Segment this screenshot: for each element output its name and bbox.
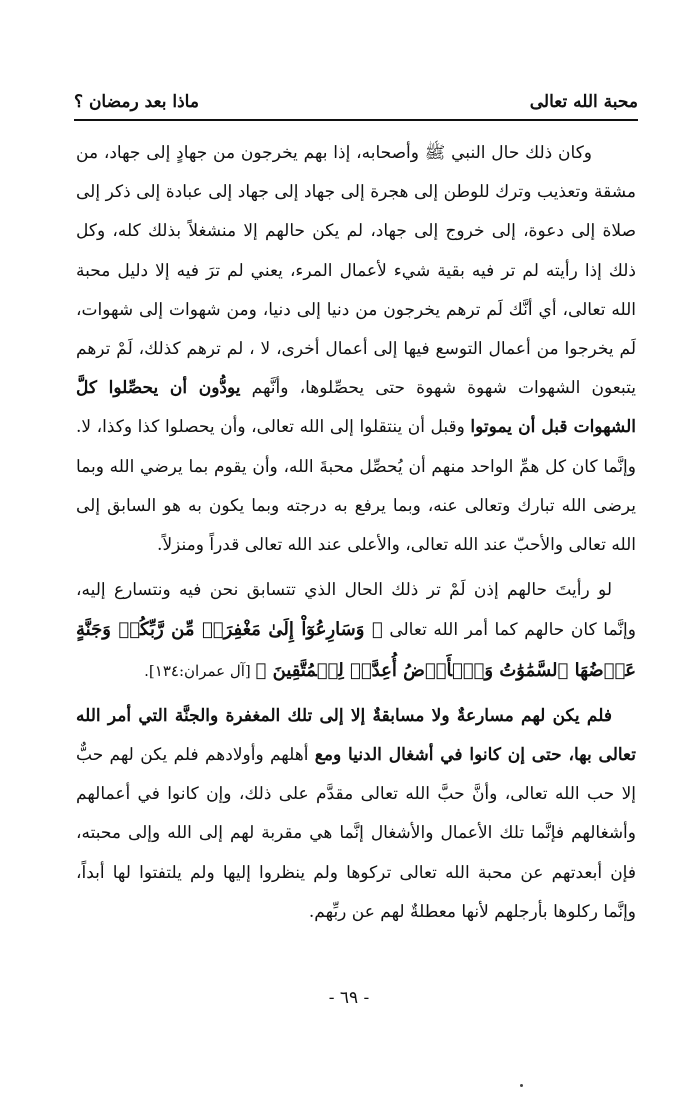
- header-divider: [74, 119, 638, 121]
- paragraph: [76, 697, 636, 932]
- page-body: [76, 134, 636, 932]
- emphasized-text: يودُّون أن يحصِّلوا كلَّ الشهوات قبل أن يموتوا: [76, 378, 636, 438]
- running-header: [74, 82, 638, 112]
- body-text-run: وقبل أن ينتقلوا إلى الله تعالى، وأن يحصلوا كذا وكذا، لا. وإنَّما كان كل همِّ الواحد منهم أن يُحصِّل محبةَ الله، وأن يقوم بما يرضي الله وبما يرضى الله تبارك وتعالى عنه، وبما يرفع به درجته وبما يكون به هو السابق إلى الله تعالى والأحبّ عند الله تعالى، والأعلى عند الله تعالى قدراً ومنزلاً.: [76, 417, 636, 556]
- paragraph: [76, 134, 636, 565]
- quran-verse: ﴿ وَسَارِعُوٓاْ إِلَىٰ مَغْفِرَةٖ مِّن رَّبِّكُمۡ وَجَنَّةٍ عَرۡضُهَا ٱلسَّمَٰوَٰتُ وَٱلۡأَرۡضُ أُعِدَّتۡ لِلۡمُتَّقِينَ ﴾: [76, 619, 636, 681]
- body-text-run: أهلهم وأولادهم فلم يكن لهم حبٌّ إلا حب الله تعالى، وأنَّ حبَّ الله تعالى مقدَّم على ذلك، وإن كانوا في أعمالهم وأشغالهم فإنَّما تلك الأعمال والأشغال إنَّما هي مقربة لهم إلى الله وإلى محبته، فإن أبعدتهم عن محبة الله تعالى تركوها ولم ينظروا إليها ولم يلتفتوا لها أبداً، وإنَّما ركلوها بأرجلهم لأنها معطلةٌ لهم عن ربِّهم.: [76, 745, 636, 922]
- header-book-title: ماذا بعد رمضان ؟: [74, 92, 199, 112]
- body-text-run: لو رأيتَ حالهم إذن لَمْ تر ذلك الحال الذي تتسابق نحن فيه ونتسارع إليه، وإنَّما كان حالهم كما أمر الله تعالى: [76, 580, 636, 641]
- body-text-run: وكان ذلك حال النبي ﷺ وأصحابه، إذا بهم يخرجون من جهادٍ إلى جهاد، من مشقة وتعذيب وترك للوطن إلى هجرة إلى جهاد إلى جهاد إلى عبادة إلى ذكر إلى صلاة إلى دعوة، إلى خروج إلى جهاد، لم يكن حالهم إلا منشغلاً بذلك كله، وكل ذلك إذا رأيته لم تر فيه بقية شيء لأعمال المرء، يعني لم ترَ فيه إلا دليل محبة الله تعالى، أي أنَّك لَم ترهم يخرجون من دنيا إلى دنيا، ومن شهوات إلى شهوات، لَم يخرجوا من أعمال التوسع فيها إلى أعمال أخرى، لا ، لم ترهم كذلك، لَمْ ترهم يتبعون الشهوات شهوة شهوة حتى يحصِّلوها، وأنَّهم: [76, 143, 636, 399]
- header-chapter-title: محبة الله تعالى: [529, 92, 638, 112]
- scan-speck: [520, 1084, 523, 1087]
- verse-reference: [آل عمران:١٣٤].: [144, 661, 256, 680]
- emphasized-text: فلم يكن لهم مسارعةٌ ولا مسابقةٌ إلا إلى تلك المغفرة والجنَّة التي أمر الله تعالى بها، حتى إن كانوا في أشغال الدنيا ومع: [76, 705, 636, 766]
- page-number: - ٦٩ -: [328, 988, 370, 1008]
- paragraph: [76, 571, 636, 691]
